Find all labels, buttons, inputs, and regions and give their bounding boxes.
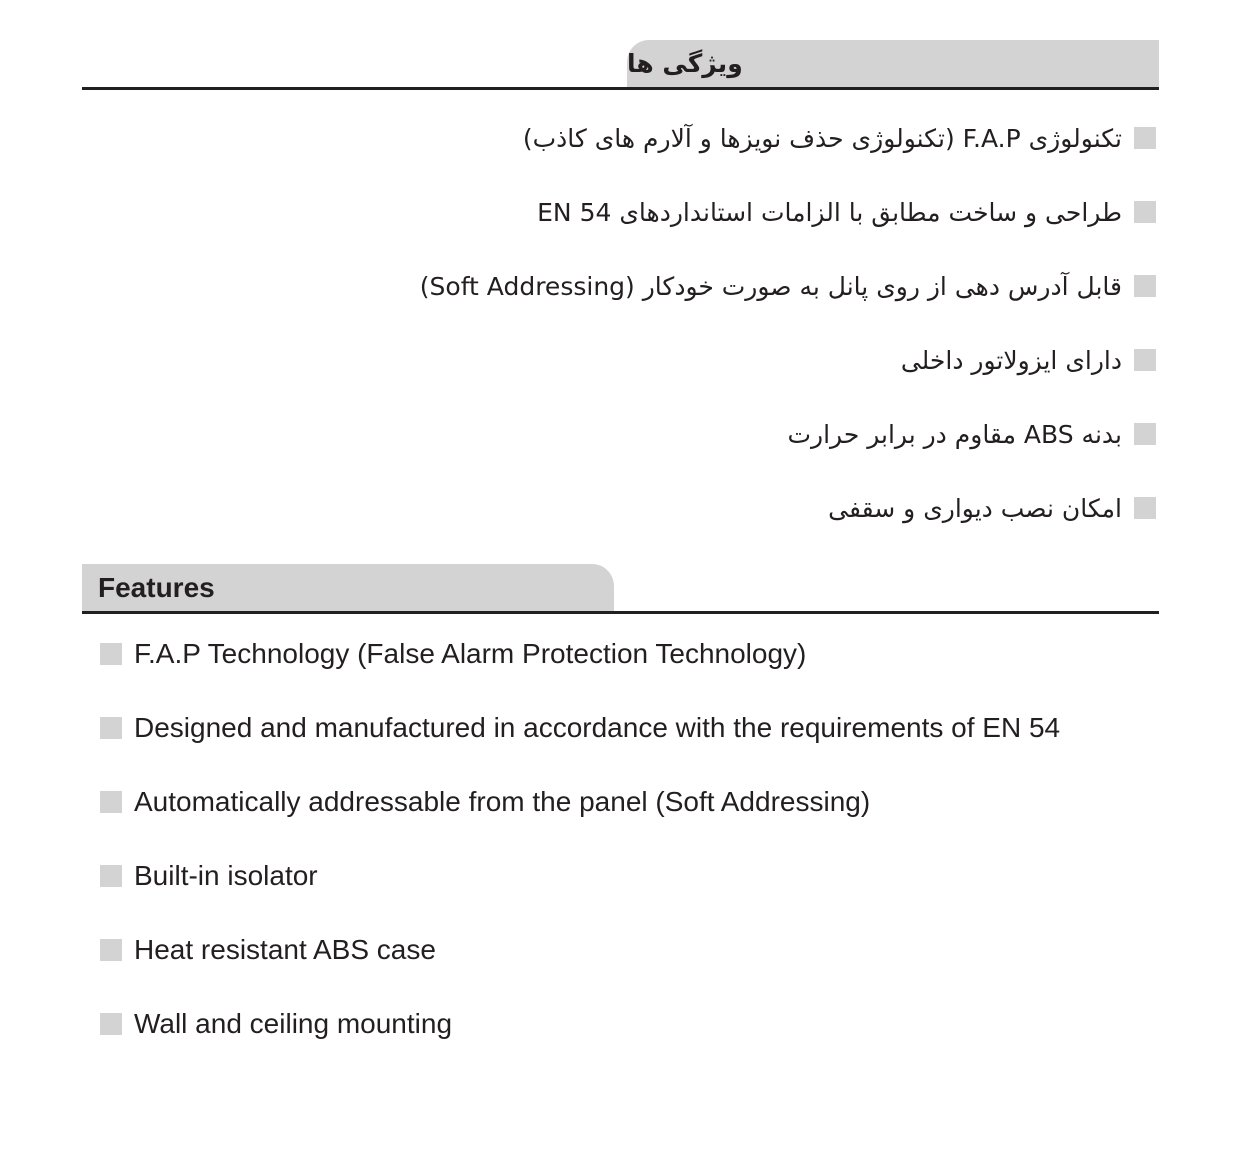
square-bullet-icon: [100, 791, 122, 813]
persian-feature-item: [901, 340, 1156, 380]
persian-feature-item: [828, 488, 1156, 528]
persian-feature-list: [79, 118, 1156, 538]
persian-feature-item: [523, 118, 1156, 158]
square-bullet-icon: [100, 717, 122, 739]
english-feature-item: [100, 856, 318, 896]
english-feature-text: Automatically addressable from the panel (Soft Addressing): [134, 786, 871, 817]
english-section-title: Features: [98, 571, 215, 603]
square-bullet-icon: [1134, 275, 1156, 297]
square-bullet-icon: [1134, 127, 1156, 149]
english-section-header: [82, 564, 1159, 614]
square-bullet-icon: [100, 865, 122, 887]
persian-feature-item: [537, 192, 1156, 232]
english-feature-text: F.A.P Technology (False Alarm Protection Technology): [134, 638, 807, 669]
english-feature-item: [100, 634, 806, 674]
english-section-title-tab: [82, 564, 614, 611]
persian-feature-text: طراحی و ساخت مطابق با الزامات استانداردهای EN 54: [537, 197, 1122, 227]
english-feature-text: Built-in isolator: [134, 860, 318, 891]
persian-feature-item: [420, 266, 1156, 306]
square-bullet-icon: [1134, 497, 1156, 519]
english-feature-list: [100, 634, 1180, 1054]
square-bullet-icon: [1134, 423, 1156, 445]
square-bullet-icon: [100, 643, 122, 665]
english-feature-text: Heat resistant ABS case: [134, 934, 436, 965]
persian-feature-text: بدنه ABS مقاوم در برابر حرارت: [787, 419, 1122, 449]
persian-feature-text: تکنولوژی F.A.P (تکنولوژی حذف نویزها و آلارم های کاذب): [522, 123, 1122, 153]
persian-feature-text: دارای ایزولاتور داخلی: [900, 345, 1122, 375]
english-feature-item: [100, 708, 1060, 748]
square-bullet-icon: [100, 939, 122, 961]
persian-section-header: [82, 40, 1159, 90]
square-bullet-icon: [1134, 201, 1156, 223]
persian-section-title: ویژگی ها: [627, 49, 743, 78]
persian-section-title-tab: [627, 40, 1159, 87]
english-feature-item: [100, 782, 870, 822]
english-feature-text: Wall and ceiling mounting: [134, 1008, 453, 1039]
square-bullet-icon: [100, 1013, 122, 1035]
english-feature-text: Designed and manufactured in accordance with the requirements of EN 54: [134, 712, 1061, 743]
english-feature-item: [100, 1004, 452, 1044]
english-feature-item: [100, 930, 436, 970]
persian-feature-item: [787, 414, 1156, 454]
persian-feature-text: امکان نصب دیواری و سقفی: [828, 493, 1122, 523]
square-bullet-icon: [1134, 349, 1156, 371]
persian-feature-text: قابل آدرس دهی از روی پانل به صورت خودکار (Soft Addressing): [419, 271, 1122, 301]
